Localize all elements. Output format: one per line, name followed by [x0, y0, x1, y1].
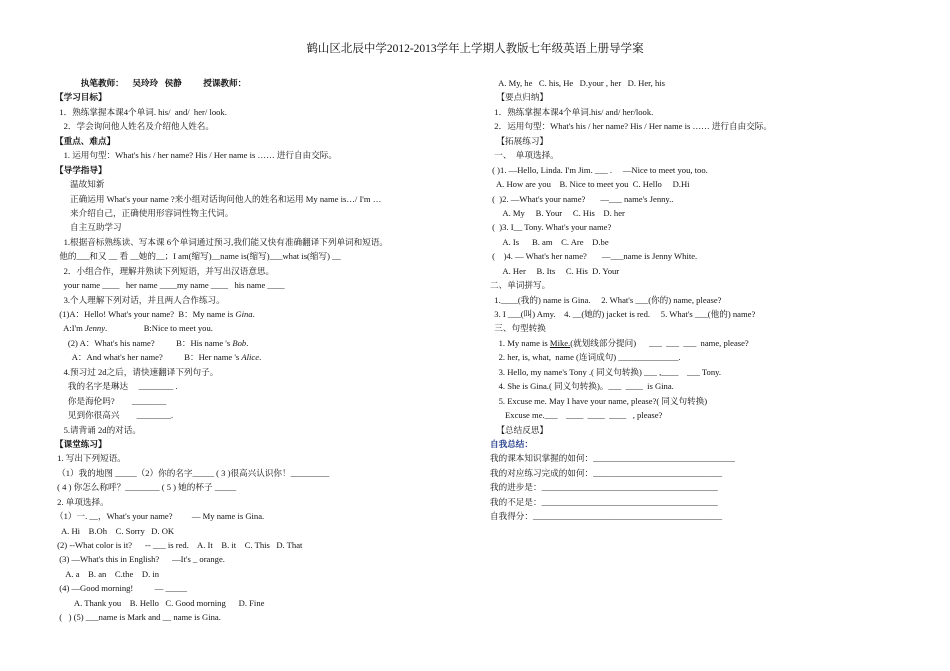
left-text-line [55, 524, 460, 538]
line-text: 4.预习过 2d之后，请快速翻译下列句子。 [55, 366, 219, 377]
right-text-line [490, 394, 910, 408]
line-text: 我的不足是：_________________________________________ [490, 496, 718, 507]
line-text: ( ) (5) ___name is Mark and __ name is Gina. [55, 612, 221, 623]
line-text: 来介绍自己，正确使用形容词性物主代词。 [55, 207, 234, 218]
right-text-line [490, 76, 910, 90]
left-text-line [55, 307, 460, 321]
line-text: Excuse me.___ ____ ____ ____ , please? [490, 410, 663, 421]
line-text: A. My B. Your C. His D. her [490, 207, 625, 218]
line-text: ( )2. —What's your name? —___ name's Jenny.. [490, 193, 674, 204]
line-text: 【导学指导】 [55, 164, 107, 175]
line-text: （1）我的地图 _____（2）你的名字_____ ( 3 )很高兴认识你！_________ [55, 467, 330, 478]
left-text-line [55, 278, 460, 292]
left-text-line [55, 148, 460, 162]
right-text-line [490, 278, 910, 292]
line-tail: (就划线部分提问) ___ ___ ___ name, please? [570, 337, 749, 348]
line-tail: . B:Nice to meet you. [105, 323, 213, 334]
line-text: 二、单词拼写。 [490, 280, 551, 291]
line-text: 他的___和又 __ 看 __她的__；I am(缩写)__name is(缩写)___what is(缩写) __ [55, 251, 341, 262]
left-text-line [55, 249, 460, 263]
left-text-line [55, 350, 460, 364]
left-text-line [55, 365, 460, 379]
right-text-line [490, 379, 910, 393]
line-text: 见到你很高兴 ________. [55, 410, 174, 421]
right-text-line [490, 148, 910, 162]
line-text: （1）一. __，What's your name? — My name is Gina. [55, 511, 265, 522]
right-text-line [490, 350, 910, 364]
line-text: 【总结反思】 [490, 424, 549, 435]
line-text: A. How are you B. Nice to meet you C. Hello D.Hi [490, 179, 690, 190]
left-text-line [55, 293, 460, 307]
right-column [490, 76, 910, 524]
line-text: 1.____(我的) name is Gina. 2. What's ___(你的) name, please? [490, 294, 722, 305]
line-tail: . [246, 337, 249, 348]
line-text: 4. She is Gina.( 同义句转换)。___ ____ is Gina. [490, 381, 674, 392]
line-text: 1．熟练掌握本课4个单词. his/ and/ her/ look. [55, 106, 227, 117]
right-text-line [490, 119, 910, 133]
left-text-line [55, 495, 460, 509]
line-text: (1)A：Hello! What's your name? B：My name is [55, 309, 236, 319]
line-text: 我的进步是：_________________________________________ [490, 482, 718, 493]
line-text: 5.请背诵 2d的对话。 [55, 424, 141, 435]
right-text-line [490, 163, 910, 177]
right-text-line [490, 177, 910, 191]
right-text-line [490, 293, 910, 307]
line-text: (2) A：What's his name? B：His name 's [55, 337, 233, 348]
line-text: ( 4 ) 你怎么称呼？________ ( 5 ) 她的杯子 _____ [55, 482, 237, 493]
right-text-line [490, 105, 910, 119]
line-text: 自主互助学习 [55, 222, 122, 233]
left-text-line [55, 451, 460, 465]
right-text-line [490, 480, 910, 494]
line-text: 3. Hello, my name's Tony .( 同义句转换) ___ ,____ ___ Tony. [490, 366, 722, 377]
line-text: 自我得分：____________________________________________ [490, 511, 723, 522]
left-text-line [55, 336, 460, 350]
right-text-line [490, 264, 910, 278]
right-text-line [490, 220, 910, 234]
line-text: 【学习目标】 [55, 92, 107, 103]
line-text: (4) —Good morning! — _____ [55, 583, 187, 594]
line-text: 你是海伦吗? ________ [55, 395, 167, 406]
line-text: 温故知新 [55, 179, 105, 190]
italic-name: Jenny [84, 323, 106, 334]
line-text: 自我总结： [490, 438, 533, 449]
right-text-line [490, 437, 910, 451]
right-text-line [490, 206, 910, 220]
line-text: 【要点归纳】 [490, 92, 549, 103]
right-text-line [490, 249, 910, 263]
page-title: 鹤山区北辰中学2012-2013学年上学期人教版七年级英语上册导学案 [306, 43, 644, 55]
left-text-line [55, 264, 460, 278]
line-text: 3.个人理解下列对话，并且两人合作练习。 [55, 294, 225, 305]
line-text: A. Hi B.Oh C. Sorry D. OK [55, 525, 175, 536]
left-text-line [55, 163, 460, 177]
left-text-line [55, 206, 460, 220]
right-text-line [490, 365, 910, 379]
line-text: A. Thank you B. Hello C. Good morning D. Fine [55, 597, 265, 608]
line-text: 【课堂练习】 [55, 438, 107, 449]
left-text-line [55, 379, 460, 393]
line-text: 1. 写出下列短语。 [55, 453, 126, 464]
underlined-word: Mike. [549, 337, 571, 348]
line-text: 执笔教师： 吴玲玲 侯静 授课教师： [55, 78, 247, 88]
left-text-line [55, 105, 460, 119]
right-text-line [490, 408, 910, 422]
right-text-line [490, 307, 910, 321]
left-text-line [55, 567, 460, 581]
left-text-line [55, 466, 460, 480]
line-text: 3. I ___(叫) Amy. 4. __(她的) jacket is red. 5. What's ___(他的) name? [490, 309, 756, 319]
left-text-line [55, 509, 460, 523]
left-text-line [55, 538, 460, 552]
left-text-line [55, 192, 460, 206]
italic-name: Alice [241, 352, 260, 363]
left-text-line [55, 90, 460, 104]
line-text: 5. Excuse me. May I have your name, please?( 同义句转换) [490, 395, 708, 406]
line-text: 正确运用 What's your name ?来小组对话询问他人的姓名和运用 My name is…/ I'm … [55, 193, 382, 204]
left-text-line [55, 610, 460, 624]
italic-name: Bob [232, 337, 247, 348]
line-text: ( )4. — What's her name? —___name is Jenny White. [490, 251, 698, 262]
right-text-line [490, 495, 910, 509]
line-text: 1. My name is [490, 337, 550, 348]
left-text-line [55, 596, 460, 610]
line-text: 2. her, is, what, name (连词成句) ______________. [490, 352, 681, 363]
left-text-line [55, 480, 460, 494]
line-text: 2. 单项选择。 [55, 496, 109, 507]
left-text-line [55, 581, 460, 595]
line-text: 1．熟练掌握本课4个单词.his/ and/ her/look. [490, 106, 654, 117]
right-text-line [490, 509, 910, 523]
line-tail: . [252, 309, 255, 319]
line-text: 我的对应练习完成的如何：______________________________ [490, 467, 723, 478]
left-text-line [55, 220, 460, 234]
left-text-line [55, 423, 460, 437]
left-text-line [55, 134, 460, 148]
line-text: ( )1. —Hello, Linda. I'm Jim. ___ . —Nice to meet you, too. [490, 164, 708, 175]
line-text: 1. 运用句型：What's his / her name? His / Her name is …… 进行自由交际。 [55, 150, 337, 161]
left-text-line [55, 408, 460, 422]
left-column [55, 76, 460, 625]
line-text: A. Is B. am C. Are D.be [490, 236, 609, 247]
line-text: 【重点、难点】 [55, 135, 116, 146]
right-text-line [490, 466, 910, 480]
left-text-line [55, 437, 460, 451]
line-text: your name ____ her name ____my name ____ his name ____ [55, 280, 285, 291]
left-text-line [55, 177, 460, 191]
line-text: 一、 单项选择。 [490, 150, 559, 161]
line-text: 我的课本知识掌握的如何：_________________________________ [490, 453, 735, 464]
line-text: A. Her B. Its C. His D. Your [490, 265, 620, 276]
left-text-line [55, 119, 460, 133]
right-text-line [490, 192, 910, 206]
right-text-line [490, 235, 910, 249]
left-text-line [55, 394, 460, 408]
line-tail: . [259, 352, 262, 363]
line-text: A. a B. an C.the D. in [55, 568, 160, 579]
line-text: 2．运用句型：What's his / her name? His / Her name is …… 进行自由交际。 [490, 121, 772, 132]
line-text: A. My, he C. his, He D.your , her D. Her, his [490, 78, 666, 88]
left-text-line [55, 321, 460, 335]
italic-name: Gina [235, 309, 253, 319]
line-text: 三、句型转换 [490, 323, 546, 334]
line-text: A：And what's her name? B：Her name 's [55, 352, 242, 363]
line-text: 【拓展练习】 [490, 135, 549, 146]
right-text-line [490, 423, 910, 437]
right-text-line [490, 451, 910, 465]
line-text: 我的名字是琳达 ________ . [55, 381, 178, 392]
left-text-line [55, 235, 460, 249]
right-text-line [490, 134, 910, 148]
right-text-line [490, 90, 910, 104]
line-text: (3) —What's this in English? —It's _ orange. [55, 554, 225, 565]
right-text-line [490, 321, 910, 335]
line-text: 1.根据音标熟练读、写本课 6个单词通过预习,我们能又快有准确翻译下列单词和短语。 [55, 236, 389, 247]
line-text: (2) --What color is it? -- ___ is red. A. It B. it C. This D. That [55, 540, 303, 550]
line-text: 2．学会询问他人姓名及介绍他人姓名。 [55, 121, 214, 132]
left-text-line [55, 552, 460, 566]
left-text-line [55, 76, 460, 90]
line-text: A:I'm [55, 323, 85, 334]
right-text-line [490, 336, 910, 350]
line-text: ( )3. I__ Tony. What's your name? [490, 222, 612, 233]
line-text: 2．小组合作，理解并熟读下列短语，并写出汉语意思。 [55, 265, 275, 276]
